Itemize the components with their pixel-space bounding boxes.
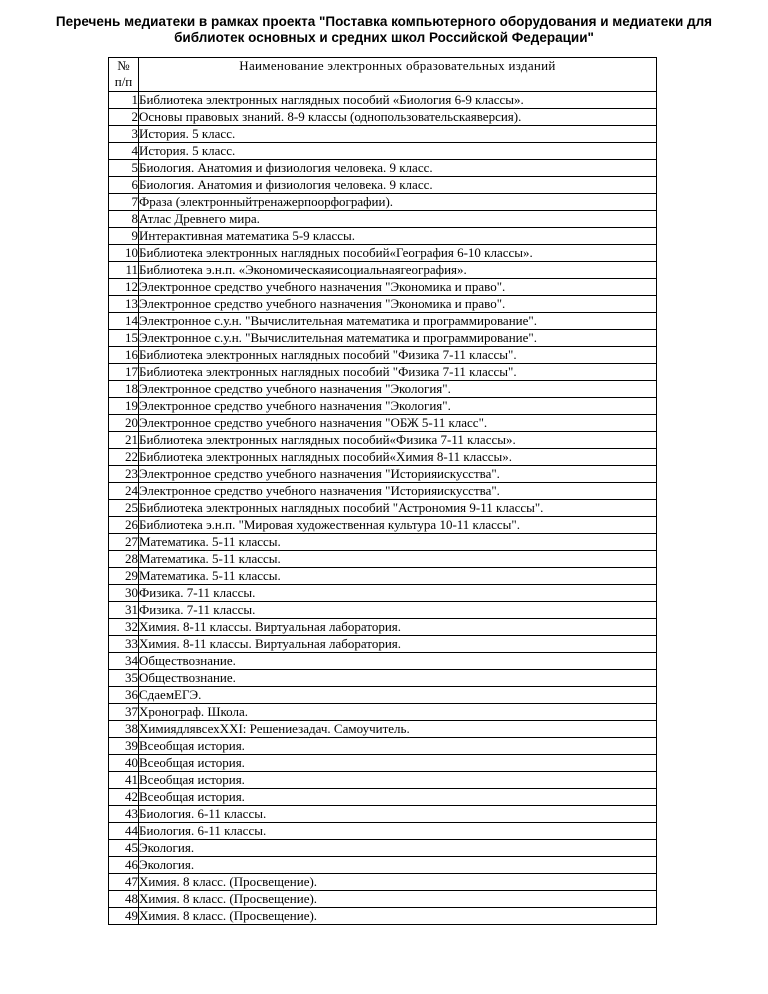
table-row bbox=[109, 585, 657, 602]
row-number: 36 bbox=[109, 687, 139, 704]
row-number: 25 bbox=[109, 500, 139, 517]
row-title: Всеобщая история. bbox=[139, 755, 657, 772]
table-row bbox=[109, 857, 657, 874]
row-number: 29 bbox=[109, 568, 139, 585]
row-title: Химия. 8 класс. (Просвещение). bbox=[139, 891, 657, 908]
row-title: Всеобщая история. bbox=[139, 772, 657, 789]
row-number: 12 bbox=[109, 279, 139, 296]
table-row bbox=[109, 432, 657, 449]
row-title: Электронное с.у.н. "Вычислительная математика и программирование". bbox=[139, 313, 657, 330]
row-title: Электронное средство учебного назначения "Экономика и право". bbox=[139, 296, 657, 313]
row-number: 46 bbox=[109, 857, 139, 874]
row-title: Библиотека э.н.п. «Экономическаяисоциальнаягеография». bbox=[139, 262, 657, 279]
row-number: 9 bbox=[109, 228, 139, 245]
row-title: Экология. bbox=[139, 840, 657, 857]
row-number: 35 bbox=[109, 670, 139, 687]
row-number: 6 bbox=[109, 177, 139, 194]
row-title: Экология. bbox=[139, 857, 657, 874]
row-title: История. 5 класс. bbox=[139, 143, 657, 160]
table-row bbox=[109, 296, 657, 313]
table-row bbox=[109, 704, 657, 721]
row-title: Обществознание. bbox=[139, 653, 657, 670]
table-row bbox=[109, 109, 657, 126]
row-number: 38 bbox=[109, 721, 139, 738]
table-row bbox=[109, 466, 657, 483]
table-row bbox=[109, 245, 657, 262]
row-title: Интерактивная математика 5-9 классы. bbox=[139, 228, 657, 245]
row-number: 8 bbox=[109, 211, 139, 228]
row-number: 1 bbox=[109, 92, 139, 109]
table-row bbox=[109, 398, 657, 415]
table-row bbox=[109, 313, 657, 330]
row-number: 37 bbox=[109, 704, 139, 721]
row-number: 5 bbox=[109, 160, 139, 177]
row-title: Обществознание. bbox=[139, 670, 657, 687]
table-row bbox=[109, 568, 657, 585]
row-number: 14 bbox=[109, 313, 139, 330]
table-row bbox=[109, 279, 657, 296]
row-number: 16 bbox=[109, 347, 139, 364]
row-number: 19 bbox=[109, 398, 139, 415]
row-number: 34 bbox=[109, 653, 139, 670]
table-row bbox=[109, 602, 657, 619]
row-number: 4 bbox=[109, 143, 139, 160]
table-row bbox=[109, 500, 657, 517]
row-number: 42 bbox=[109, 789, 139, 806]
row-title: Химия. 8 класс. (Просвещение). bbox=[139, 908, 657, 925]
media-library-table bbox=[108, 57, 657, 925]
row-title: Библиотека электронных наглядных пособий «Биология 6-9 классы». bbox=[139, 92, 657, 109]
row-number: 22 bbox=[109, 449, 139, 466]
table-row bbox=[109, 789, 657, 806]
row-title: Физика. 7-11 классы. bbox=[139, 585, 657, 602]
table-row bbox=[109, 177, 657, 194]
table-row bbox=[109, 262, 657, 279]
table-row bbox=[109, 670, 657, 687]
row-title: Электронное средство учебного назначения "Экология". bbox=[139, 381, 657, 398]
row-title: Биология. Анатомия и физиология человека. 9 класс. bbox=[139, 160, 657, 177]
row-title: СдаемЕГЭ. bbox=[139, 687, 657, 704]
row-title: Всеобщая история. bbox=[139, 738, 657, 755]
table-row bbox=[109, 160, 657, 177]
row-title: Электронное с.у.н. "Вычислительная математика и программирование". bbox=[139, 330, 657, 347]
table-row bbox=[109, 228, 657, 245]
row-title: Биология. Анатомия и физиология человека. 9 класс. bbox=[139, 177, 657, 194]
table-row bbox=[109, 92, 657, 109]
header-number-abbrev: п/п bbox=[114, 74, 133, 89]
table-row bbox=[109, 840, 657, 857]
row-title: Библиотека электронных наглядных пособий "Физика 7-11 классы". bbox=[139, 347, 657, 364]
row-number: 43 bbox=[109, 806, 139, 823]
row-number: 40 bbox=[109, 755, 139, 772]
table-header-row bbox=[109, 58, 657, 92]
row-title: Библиотека э.н.п. "Мировая художественная культура 10-11 классы". bbox=[139, 517, 657, 534]
table-row bbox=[109, 347, 657, 364]
row-number: 11 bbox=[109, 262, 139, 279]
table-row bbox=[109, 721, 657, 738]
row-title: Электронное средство учебного назначения "Экология". bbox=[139, 398, 657, 415]
row-number: 15 bbox=[109, 330, 139, 347]
row-title: Библиотека электронных наглядных пособий "Физика 7-11 классы". bbox=[139, 364, 657, 381]
table-row bbox=[109, 619, 657, 636]
row-number: 3 bbox=[109, 126, 139, 143]
row-title: История. 5 класс. bbox=[139, 126, 657, 143]
row-number: 17 bbox=[109, 364, 139, 381]
row-number: 2 bbox=[109, 109, 139, 126]
table-row bbox=[109, 534, 657, 551]
row-title: Библиотека электронных наглядных пособий "Астрономия 9-11 классы". bbox=[139, 500, 657, 517]
header-name-column: Наименование электронных образовательных изданий bbox=[139, 58, 657, 92]
row-number: 31 bbox=[109, 602, 139, 619]
table-row bbox=[109, 483, 657, 500]
row-number: 27 bbox=[109, 534, 139, 551]
row-title: Биология. 6-11 классы. bbox=[139, 806, 657, 823]
row-title: Хронограф. Школа. bbox=[139, 704, 657, 721]
table-row bbox=[109, 364, 657, 381]
row-number: 49 bbox=[109, 908, 139, 925]
row-title: Электронное средство учебного назначения "Экономика и право". bbox=[139, 279, 657, 296]
table-row bbox=[109, 636, 657, 653]
row-title: Всеобщая история. bbox=[139, 789, 657, 806]
row-number: 20 bbox=[109, 415, 139, 432]
row-title: Библиотека электронных наглядных пособий«География 6-10 классы». bbox=[139, 245, 657, 262]
row-number: 21 bbox=[109, 432, 139, 449]
table-row bbox=[109, 381, 657, 398]
row-title: Химия. 8 класс. (Просвещение). bbox=[139, 874, 657, 891]
table-row bbox=[109, 194, 657, 211]
row-title: Электронное средство учебного назначения "ОБЖ 5-11 класс". bbox=[139, 415, 657, 432]
row-title: Основы правовых знаний. 8-9 классы (однопользовательскаяверсия). bbox=[139, 109, 657, 126]
table-row bbox=[109, 823, 657, 840]
row-number: 26 bbox=[109, 517, 139, 534]
table-row bbox=[109, 653, 657, 670]
row-number: 47 bbox=[109, 874, 139, 891]
row-number: 24 bbox=[109, 483, 139, 500]
row-title: Математика. 5-11 классы. bbox=[139, 551, 657, 568]
row-title: Библиотека электронных наглядных пособий«Физика 7-11 классы». bbox=[139, 432, 657, 449]
table-row bbox=[109, 449, 657, 466]
row-number: 48 bbox=[109, 891, 139, 908]
row-title: Электронное средство учебного назначения "Историяискусства". bbox=[139, 466, 657, 483]
row-title: Химия. 8-11 классы. Виртуальная лаборатория. bbox=[139, 619, 657, 636]
header-number-symbol: № bbox=[117, 58, 130, 73]
table-row bbox=[109, 126, 657, 143]
row-title: Атлас Древнего мира. bbox=[139, 211, 657, 228]
row-title: Химия. 8-11 классы. Виртуальная лаборатория. bbox=[139, 636, 657, 653]
row-number: 28 bbox=[109, 551, 139, 568]
document-title-line-1: Перечень медиатеки в рамках проекта "Поставка компьютерного оборудования и медиатеки для bbox=[55, 14, 713, 29]
document-title-line-2: библиотек основных и средних школ Российской Федерации" bbox=[174, 30, 594, 45]
table-row bbox=[109, 806, 657, 823]
row-title: ХимиядлявсехXXI: Решениезадач. Самоучитель. bbox=[139, 721, 657, 738]
table-row bbox=[109, 551, 657, 568]
table-row bbox=[109, 415, 657, 432]
header-number-column bbox=[109, 58, 139, 92]
row-number: 45 bbox=[109, 840, 139, 857]
table-body bbox=[109, 92, 657, 925]
table-row bbox=[109, 772, 657, 789]
table-row bbox=[109, 738, 657, 755]
table-row bbox=[109, 908, 657, 925]
row-number: 23 bbox=[109, 466, 139, 483]
table-row bbox=[109, 517, 657, 534]
table-row bbox=[109, 211, 657, 228]
row-title: Библиотека электронных наглядных пособий«Химия 8-11 классы». bbox=[139, 449, 657, 466]
row-number: 7 bbox=[109, 194, 139, 211]
row-title: Фраза (электронныйтренажерпоорфографии). bbox=[139, 194, 657, 211]
table-row bbox=[109, 755, 657, 772]
row-title: Математика. 5-11 классы. bbox=[139, 534, 657, 551]
row-number: 33 bbox=[109, 636, 139, 653]
row-number: 18 bbox=[109, 381, 139, 398]
row-number: 32 bbox=[109, 619, 139, 636]
table-row bbox=[109, 687, 657, 704]
row-number: 10 bbox=[109, 245, 139, 262]
row-number: 39 bbox=[109, 738, 139, 755]
row-title: Математика. 5-11 классы. bbox=[139, 568, 657, 585]
row-number: 41 bbox=[109, 772, 139, 789]
row-number: 30 bbox=[109, 585, 139, 602]
table-row bbox=[109, 874, 657, 891]
row-number: 44 bbox=[109, 823, 139, 840]
table-row bbox=[109, 330, 657, 347]
table-row bbox=[109, 891, 657, 908]
row-number: 13 bbox=[109, 296, 139, 313]
table-row bbox=[109, 143, 657, 160]
document-title bbox=[0, 14, 768, 46]
row-title: Физика. 7-11 классы. bbox=[139, 602, 657, 619]
row-title: Биология. 6-11 классы. bbox=[139, 823, 657, 840]
row-title: Электронное средство учебного назначения "Историяискусства". bbox=[139, 483, 657, 500]
